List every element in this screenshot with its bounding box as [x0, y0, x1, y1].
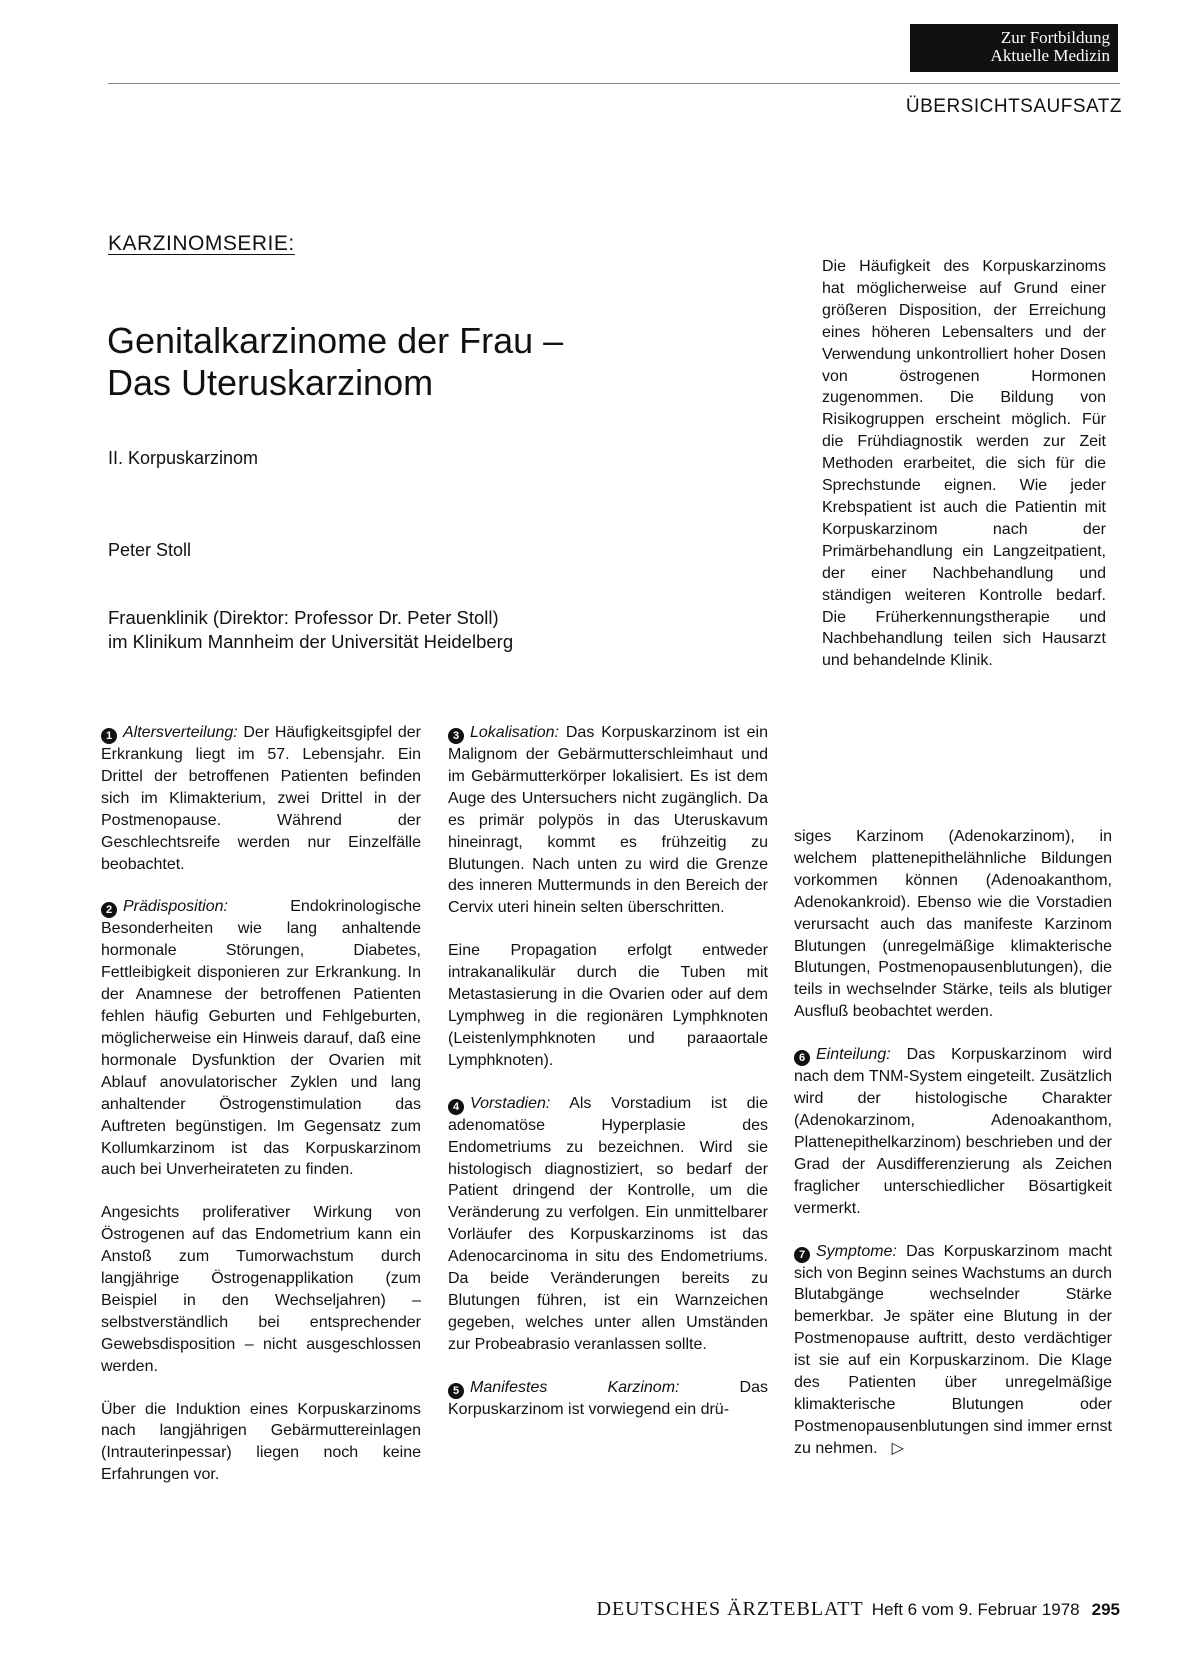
affiliation	[108, 606, 628, 654]
affiliation-line-2: im Klinikum Mannheim der Universität Heidelberg	[108, 631, 514, 652]
section-number-4: 4	[448, 1099, 464, 1115]
continue-arrow-icon: ▷	[891, 1439, 904, 1457]
section-number-7: 7	[794, 1247, 810, 1263]
section-lead: Manifestes Karzinom:	[470, 1378, 680, 1396]
column-1	[101, 722, 421, 1507]
section-label: ÜBERSICHTSAUFSATZ	[905, 96, 1122, 117]
column-3	[794, 826, 1112, 1481]
summary-box	[822, 256, 1106, 693]
section-manifestes-karzinom	[448, 1377, 768, 1421]
top-rule	[108, 83, 1120, 84]
author: Peter Stoll	[108, 540, 192, 560]
summary-text: Die Häufigkeit des Korpuskarzinoms hat möglicherweise auf Grund einer größeren Disposition, der Erreichung eines höheren Lebensalters und der Verwendung unkontrolliert hoher Dosen von östrogenen Hormonen zugenommen. Die Bildung von Risikogruppen erscheint möglich. Für die Frühdiagnostik werden zur Zeit Methoden erarbeitet, die sich für die Sprechstunde eignen. Wie jeder Krebspatient ist auch die Patientin mit Korpuskarzinom nach der Primärbehandlung ein Langzeitpatient, der einer Nachbehandlung und ständigen weiteren Kontrolle bedarf. Die Früherkennungstherapie und Nachbehandlung teilen sich Hausarzt und behandelnde Klinik.	[822, 258, 1106, 670]
rubric-badge	[910, 24, 1118, 72]
section-number-1: 1	[101, 728, 117, 744]
section-lead: Prädisposition:	[123, 898, 228, 916]
section-vorstadien	[448, 1093, 768, 1356]
section-praedisposition	[101, 896, 421, 1181]
section-einteilung	[794, 1044, 1112, 1219]
section-lokalisation	[448, 722, 768, 919]
paragraph: Angesichts proliferativer Wirkung von Östrogenen auf das Endometrium kann ein Anstoß zum Tumorwachstum durch langjährige Östrogenapplikation (zum Beispiel in den Wechseljahren) – selbstverständlich bei entsprechender Gewebsdisposition – nicht ausgeschlossen werden.	[101, 1204, 421, 1375]
page-footer	[480, 1598, 1120, 1621]
section-lead: Altersverteilung:	[123, 724, 238, 741]
section-altersverteilung	[101, 722, 421, 875]
paragraph: Eine Propagation erfolgt entweder intrakanalikulär durch die Tuben mit Metastasierung in die Ovarien oder auf dem Lymphweg in die regionären Lymphknoten (Leistenlymphknoten und paraaortale Lymphknoten).	[448, 942, 768, 1069]
page-number: 295	[1091, 1600, 1120, 1619]
section-number-2: 2	[101, 902, 117, 918]
article-subtitle: II. Korpuskarzinom	[108, 448, 259, 468]
section-lead: Einteilung:	[816, 1046, 891, 1064]
paragraph: siges Karzinom (Adenokarzinom), in welchem plattenepithelähnliche Bildungen vorkommen können (Adenoakanthom, Adenokankroid). Ebenso wie die Vorstadien verursacht auch das manifeste Karzinom Blutungen (unregelmäßige klimakterische Blutungen, Postmenopausenblutungen), die teils in wechselnder Stärke, teils als blutiger Ausfluß beobachtet werden.	[794, 828, 1112, 1021]
section-symptome	[794, 1241, 1112, 1460]
section-lead: Lokalisation:	[470, 724, 559, 741]
section-number-3: 3	[448, 728, 464, 744]
section-text: Der Häufigkeitsgipfel der Erkrankung liegt im 57. Lebensjahr. Ein Drittel der betroffenen Patienten befinden sich im Klimakterium, zwei Drittel in der Postmenopause. Während der Geschlechtsreife werden nur Einzelfälle beobachtet.	[101, 724, 421, 873]
badge-line-1: Zur Fortbildung	[1000, 28, 1110, 47]
section-text: Das Korpuskarzinom macht sich von Beginn seines Wachstums an durch Blutabgänge wechselnder Stärke bemerkbar. Je später eine Blutung in der Postmenopause auftritt, desto verdächtiger ist sie auf ein Korpuskarzinom. Die Klage des Patienten über unregelmäßige klimakterische Blutungen oder Postmenopausenblutungen sind immer ernst zu nehmen.	[794, 1242, 1112, 1457]
badge-line-2: Aktuelle Medizin	[990, 46, 1110, 65]
issue-info: Heft 6 vom 9. Februar 1978	[871, 1600, 1080, 1619]
title-line-2: Das Uteruskarzinom	[107, 362, 434, 403]
section-text: Als Vorstadium ist die adenomatöse Hyperplasie des Endometriums zu bezeichnen. Wird sie histologisch diagnostiziert, so bedarf der Patient dringend der Kontrolle, um die Veränderung zu verfolgen. Ein unmittelbarer Vorläufer des Korpuskarzinoms ist das Adenocarcinoma in situ des Endometriums. Da beide Veränderungen bereits zu Blutungen führen, ist ein Warnzeichen gegeben, welches unter allen Umständen zur Probeabrasio veranlassen sollte.	[448, 1094, 768, 1353]
section-number-6: 6	[794, 1050, 810, 1066]
section-number-5: 5	[448, 1383, 464, 1399]
section-text: Das Korpuskarzinom ist vorwiegend ein drü-	[448, 1378, 768, 1418]
paragraph: Über die Induktion eines Korpuskarzinoms nach langjährigen Gebärmuttereinlagen (Intrauterinpessar) liegen noch keine Erfahrungen vor.	[101, 1400, 421, 1484]
title-line-1: Genitalkarzinome der Frau –	[107, 320, 564, 361]
column-2	[448, 722, 768, 1442]
section-text: Das Korpuskarzinom ist ein Malignom der Gebärmutterschleimhaut und im Gebärmutterkörper lokalisiert. Es ist dem Auge des Untersuchers nicht zugänglich. Da es primär polypös in das Uteruskavum hineinragt, kommt es frühzeitig zu Blutungen. Nach unten zu wird die Grenze des inneren Muttermunds in den Bereich der Cervix uteri hinein selten überschritten.	[448, 724, 768, 917]
article-title	[107, 320, 727, 404]
section-text: Endokrinologische Besonderheiten wie lang anhaltende hormonale Störungen, Diabetes, Fettleibigkeit disponieren zur Erkrankung. In der Anamnese der betroffenen Patienten fehlen häufig Geburten und Fehlgeburten, möglicherweise ein Hinweis darauf, daß eine hormonale Dysfunktion der Ovarien mit Ablauf anovulatorischer Zyklen und lang anhaltender Östrogenstimulation das Auftreten begünstigen. Im Gegensatz zum Kollumkarzinom ist das Korpuskarzinom auch bei Unverheirateten zu finden.	[101, 898, 421, 1179]
section-lead: Vorstadien:	[470, 1094, 551, 1112]
section-lead: Symptome:	[816, 1242, 897, 1260]
journal-name: DEUTSCHES ÄRZTEBLATT	[596, 1598, 864, 1620]
affiliation-line-1: Frauenklinik (Direktor: Professor Dr. Peter Stoll)	[108, 607, 499, 628]
series-label: KARZINOMSERIE:	[108, 232, 295, 255]
section-text: Das Korpuskarzinom wird nach dem TNM-System eingeteilt. Zusätzlich wird der histologische Charakter (Adenokarzinom, Adenoakanthom, Plattenepithelkarzinom) beschrieben und der Grad der Ausdifferenzierung als Zeichen fraglicher unterschiedlicher Bösartigkeit vermerkt.	[794, 1046, 1112, 1217]
